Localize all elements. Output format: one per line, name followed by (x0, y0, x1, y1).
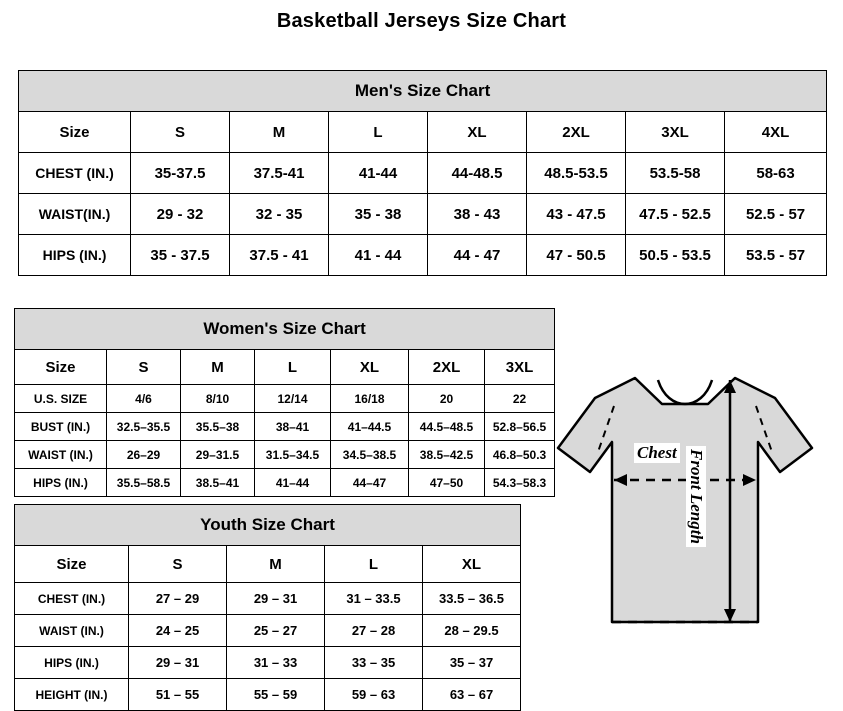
table-cell: 43 - 47.5 (527, 194, 626, 235)
table-cell: 41–44 (255, 469, 331, 497)
table-cell: 33.5 – 36.5 (423, 583, 521, 615)
table-cell: 35 - 37.5 (131, 235, 230, 276)
table-row (19, 194, 827, 235)
table-caption: Men's Size Chart (19, 71, 827, 112)
table-cell: 53.5 - 57 (725, 235, 827, 276)
table-caption-row (15, 505, 521, 546)
table-cell: 38.5–42.5 (409, 441, 485, 469)
table-cell: 37.5-41 (230, 153, 329, 194)
table-cell: 4/6 (107, 385, 181, 413)
table-row (15, 385, 555, 413)
column-header: 3XL (626, 112, 725, 153)
table-cell: 28 – 29.5 (423, 615, 521, 647)
table-cell: 38 - 43 (428, 194, 527, 235)
youth-size-chart-table (14, 504, 521, 711)
column-header: XL (331, 350, 409, 385)
table-row (15, 583, 521, 615)
row-header: CHEST (IN.) (19, 153, 131, 194)
column-header: 2XL (409, 350, 485, 385)
table-cell: 37.5 - 41 (230, 235, 329, 276)
table-cell: 34.5–38.5 (331, 441, 409, 469)
table-cell: 41 - 44 (329, 235, 428, 276)
table-row (15, 469, 555, 497)
table-cell: 44-48.5 (428, 153, 527, 194)
table-cell: 32 - 35 (230, 194, 329, 235)
table-caption: Youth Size Chart (15, 505, 521, 546)
table-cell: 44 - 47 (428, 235, 527, 276)
table-cell: 47.5 - 52.5 (626, 194, 725, 235)
table-cell: 35.5–58.5 (107, 469, 181, 497)
column-header: M (227, 546, 325, 583)
column-header: 4XL (725, 112, 827, 153)
table-row (15, 615, 521, 647)
chest-label: Chest (634, 443, 680, 463)
jersey-illustration-svg (540, 340, 830, 670)
table-row (15, 647, 521, 679)
jersey-diagram (540, 340, 830, 670)
table-cell: 54.3–58.3 (485, 469, 555, 497)
table-cell: 51 – 55 (129, 679, 227, 711)
table-cell: 33 – 35 (325, 647, 423, 679)
table-row (19, 153, 827, 194)
table-cell: 26–29 (107, 441, 181, 469)
table-caption: Women's Size Chart (15, 309, 555, 350)
table-cell: 52.8–56.5 (485, 413, 555, 441)
table-cell: 47 - 50.5 (527, 235, 626, 276)
table-cell: 50.5 - 53.5 (626, 235, 725, 276)
table-row (19, 235, 827, 276)
mens-size-chart-table (18, 70, 827, 276)
table-cell: 35 - 38 (329, 194, 428, 235)
column-header: XL (423, 546, 521, 583)
column-header: Size (19, 112, 131, 153)
womens-size-chart-table (14, 308, 555, 497)
table-cell: 41-44 (329, 153, 428, 194)
table-caption-row (19, 71, 827, 112)
table-cell: 46.8–50.3 (485, 441, 555, 469)
table-row (15, 679, 521, 711)
row-header: HIPS (IN.) (15, 647, 129, 679)
table-cell: 16/18 (331, 385, 409, 413)
column-header: L (255, 350, 331, 385)
column-header: L (325, 546, 423, 583)
table-cell: 22 (485, 385, 555, 413)
table-cell: 20 (409, 385, 485, 413)
table-cell: 32.5–35.5 (107, 413, 181, 441)
table-cell: 48.5-53.5 (527, 153, 626, 194)
column-header: M (181, 350, 255, 385)
row-header: U.S. SIZE (15, 385, 107, 413)
row-header: HEIGHT (IN.) (15, 679, 129, 711)
table-cell: 12/14 (255, 385, 331, 413)
table-cell: 35-37.5 (131, 153, 230, 194)
row-header: BUST (IN.) (15, 413, 107, 441)
table-cell: 47–50 (409, 469, 485, 497)
table-cell: 31 – 33.5 (325, 583, 423, 615)
table-row (15, 413, 555, 441)
table-cell: 41–44.5 (331, 413, 409, 441)
row-header: CHEST (IN.) (15, 583, 129, 615)
column-header: L (329, 112, 428, 153)
front-length-label: Front Length (686, 446, 706, 547)
table-cell: 58-63 (725, 153, 827, 194)
table-cell: 44.5–48.5 (409, 413, 485, 441)
table-header-row (19, 112, 827, 153)
table-header-row (15, 350, 555, 385)
column-header: S (131, 112, 230, 153)
table-cell: 24 – 25 (129, 615, 227, 647)
table-cell: 29 - 32 (131, 194, 230, 235)
column-header: 3XL (485, 350, 555, 385)
table-cell: 38–41 (255, 413, 331, 441)
table-cell: 29–31.5 (181, 441, 255, 469)
table-cell: 35.5–38 (181, 413, 255, 441)
page-title: Basketball Jerseys Size Chart (276, 10, 567, 32)
table-header-row (15, 546, 521, 583)
row-header: HIPS (IN.) (15, 469, 107, 497)
table-cell: 35 – 37 (423, 647, 521, 679)
column-header: XL (428, 112, 527, 153)
table-cell: 25 – 27 (227, 615, 325, 647)
table-cell: 44–47 (331, 469, 409, 497)
table-cell: 31.5–34.5 (255, 441, 331, 469)
table-caption-row (15, 309, 555, 350)
table-cell: 29 – 31 (129, 647, 227, 679)
table-row (15, 441, 555, 469)
table-cell: 8/10 (181, 385, 255, 413)
row-header: WAIST (IN.) (15, 441, 107, 469)
column-header: S (129, 546, 227, 583)
table-cell: 63 – 67 (423, 679, 521, 711)
row-header: HIPS (IN.) (19, 235, 131, 276)
column-header: Size (15, 350, 107, 385)
table-cell: 29 – 31 (227, 583, 325, 615)
table-cell: 31 – 33 (227, 647, 325, 679)
table-cell: 27 – 29 (129, 583, 227, 615)
column-header: M (230, 112, 329, 153)
table-cell: 53.5-58 (626, 153, 725, 194)
row-header: WAIST(IN.) (19, 194, 131, 235)
table-cell: 59 – 63 (325, 679, 423, 711)
table-cell: 52.5 - 57 (725, 194, 827, 235)
table-cell: 27 – 28 (325, 615, 423, 647)
column-header: Size (15, 546, 129, 583)
table-cell: 55 – 59 (227, 679, 325, 711)
column-header: 2XL (527, 112, 626, 153)
row-header: WAIST (IN.) (15, 615, 129, 647)
column-header: S (107, 350, 181, 385)
table-cell: 38.5–41 (181, 469, 255, 497)
